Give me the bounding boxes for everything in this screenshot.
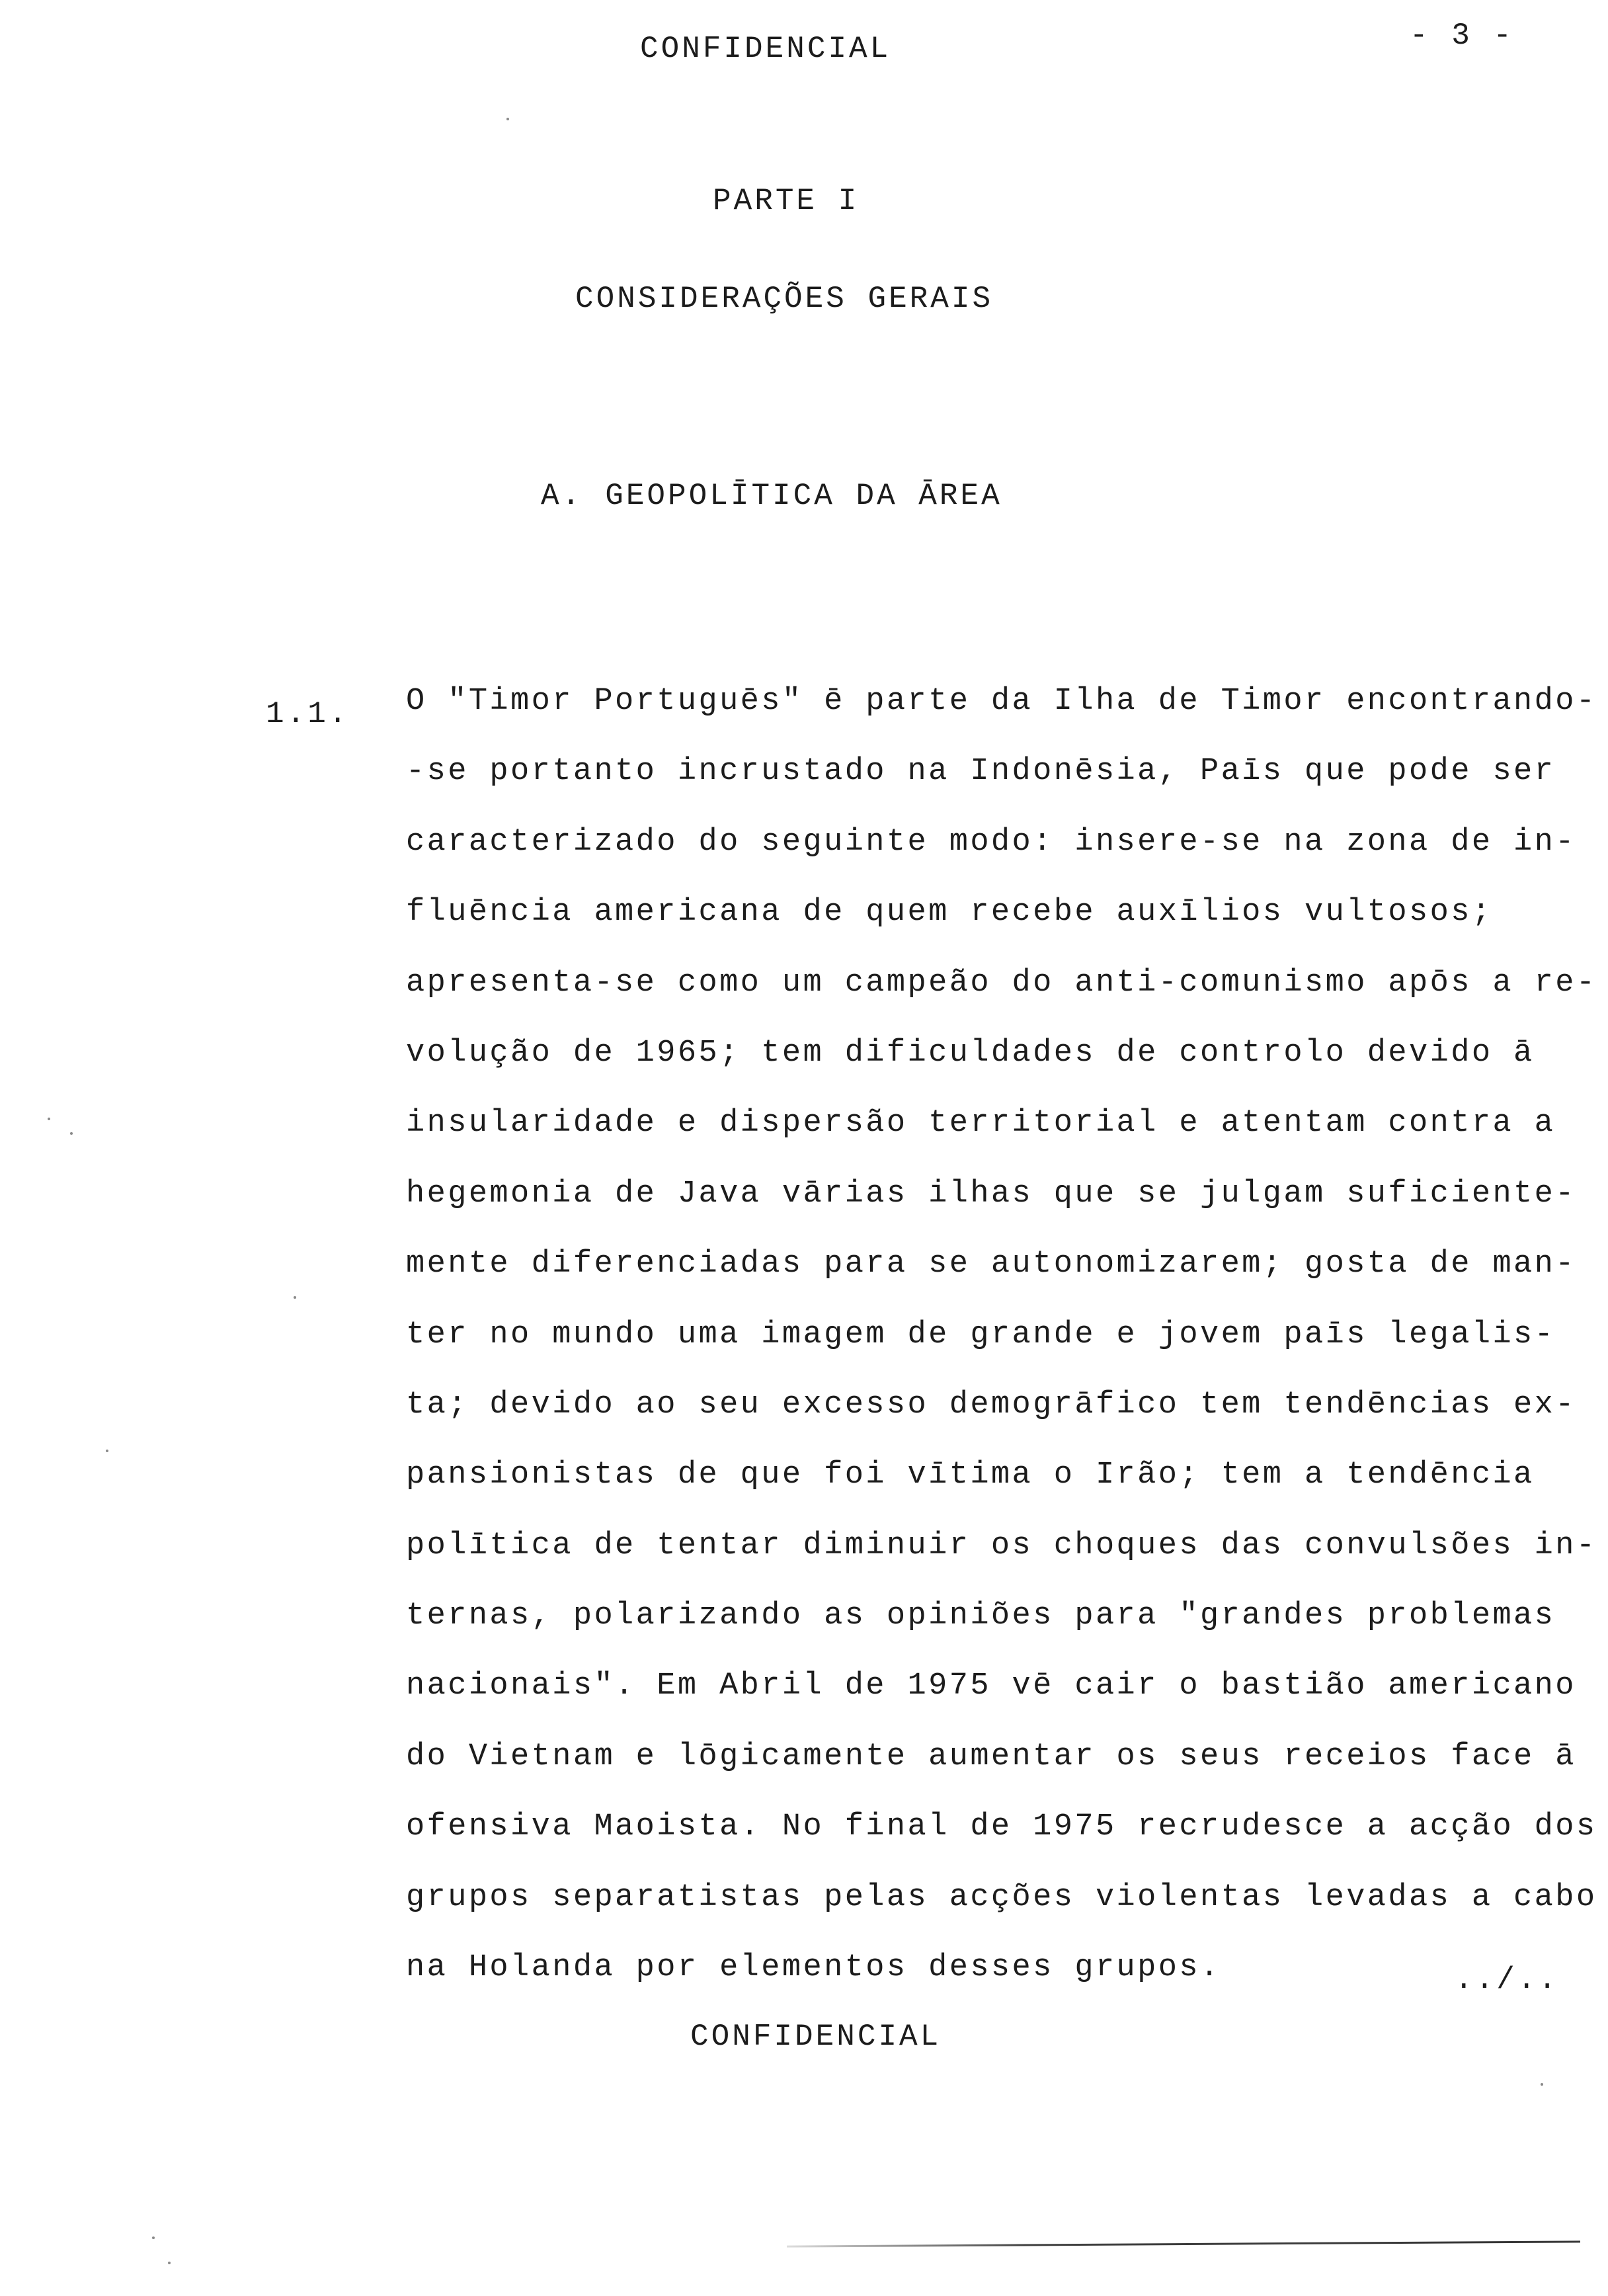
paragraph-line: -se portanto incrustado na Indonēsia, Paīs que pode ser	[406, 754, 1556, 790]
paragraph-line: hegemonia de Java vārias ilhas que se julgam suficiente-	[406, 1176, 1576, 1211]
scan-speck	[48, 1118, 50, 1120]
paragraph-body	[406, 667, 1597, 2003]
footer-classification: CONFIDENCIAL	[690, 2020, 942, 2054]
section-title: GEOPOLĪTICA DA ĀREA	[605, 479, 1002, 513]
paragraph-line: na Holanda por elementos desses grupos.	[406, 1950, 1221, 1986]
paragraph-line: grupos separatistas pelas acções violentas levadas a cabo	[406, 1879, 1597, 1915]
continuation-mark: ../..	[1455, 1963, 1560, 1997]
page-number: - 3 -	[1410, 19, 1515, 53]
section-heading	[541, 479, 1002, 513]
paragraph-line: caracterizado do seguinte modo: insere-se na zona de in-	[406, 824, 1576, 860]
paragraph-number: 1.1.	[266, 697, 350, 731]
paragraph-line: insularidade e dispersão territorial e atentam contra a	[406, 1106, 1556, 1141]
header-classification: CONFIDENCIAL	[640, 32, 891, 66]
scan-edge-line	[787, 2240, 1580, 2247]
paragraph-line: pansionistas de que foi vītima o Irão; tem a tendēncia	[406, 1457, 1535, 1493]
scan-speck	[168, 2262, 171, 2264]
scan-speck	[1541, 2083, 1543, 2086]
paragraph-line: ta; devido ao seu excesso demogrāfico tem tendēncias ex-	[406, 1387, 1576, 1422]
scan-speck	[294, 1296, 296, 1299]
paragraph-line: nacionais". Em Abril de 1975 vē cair o bastião americano	[406, 1668, 1576, 1704]
paragraph-line: fluēncia americana de quem recebe auxīlios vultosos;	[406, 895, 1493, 930]
paragraph-line: volução de 1965; tem dificuldades de controlo devido ā	[406, 1035, 1535, 1071]
paragraph-line: ternas, polarizando as opiniões para "grandes problemas	[406, 1598, 1556, 1634]
section-label: A.	[541, 479, 583, 513]
scan-speck	[506, 118, 509, 120]
scan-speck	[152, 2236, 155, 2239]
paragraph-line: mente diferenciadas para se autonomizarem; gosta de man-	[406, 1247, 1576, 1282]
scan-speck	[106, 1450, 108, 1452]
paragraph-line: ter no mundo uma imagem de grande e jovem paīs legalis-	[406, 1317, 1556, 1352]
part-title: PARTE I	[713, 184, 860, 218]
paragraph-line: apresenta-se como um campeão do anti-comunismo apōs a re-	[406, 965, 1597, 1001]
paragraph-line: ofensiva Maoista. No final de 1975 recrudesce a acção dos	[406, 1809, 1597, 1845]
paragraph-line: polītica de tentar diminuir os choques das convulsões in-	[406, 1528, 1597, 1563]
paragraph-line: do Vietnam e lōgicamente aumentar os seus receios face ā	[406, 1739, 1576, 1774]
part-subtitle: CONSIDERAÇÕES GERAIS	[575, 282, 994, 316]
paragraph-line: O "Timor Portuguēs" ē parte da Ilha de Timor encontrando-	[406, 684, 1597, 719]
scan-speck	[70, 1132, 73, 1135]
